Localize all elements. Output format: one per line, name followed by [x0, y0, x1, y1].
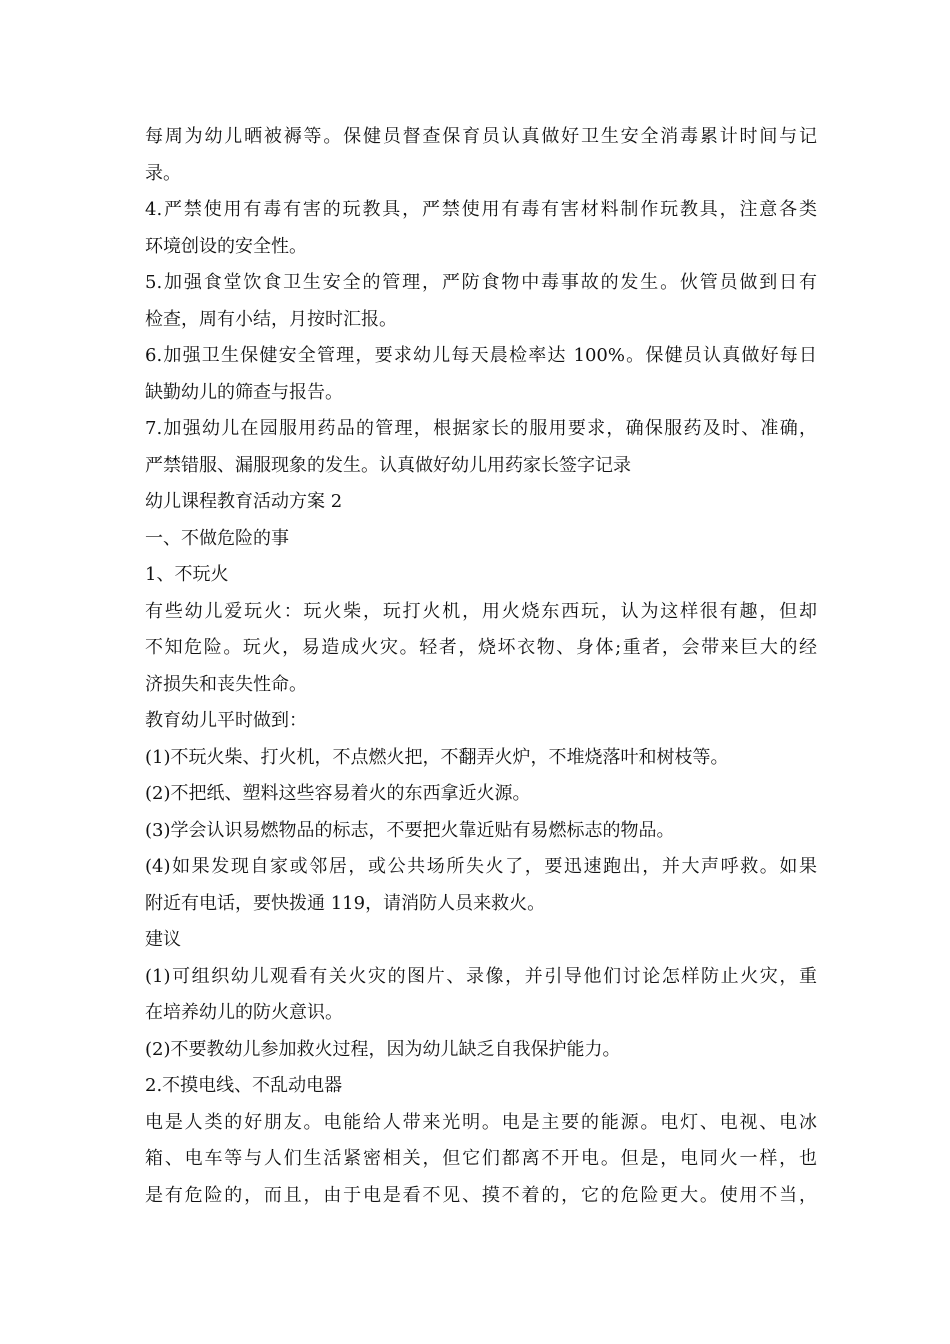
list-item: (1)可组织幼儿观看有关火灾的图片、录像，并引导他们讨论怎样防止火灾，重	[145, 965, 817, 987]
item-heading: 2.不摸电线、不乱动电器	[145, 1075, 343, 1096]
list-item: (4)如果发现自家或邻居，或公共场所失火了，要迅速跑出，并大声呼救。如果	[145, 856, 817, 877]
text-line: 环境创设的安全性。	[145, 235, 307, 257]
subsection-heading: 一、不做危险的事	[145, 527, 289, 549]
text-line: 在培养幼儿的防火意识。	[145, 1002, 343, 1023]
text-line: 录。	[145, 162, 181, 184]
item-heading: 1、不玩火	[145, 564, 229, 585]
text-line: 缺勤幼儿的筛查与报告。	[145, 381, 343, 403]
text-line: 教育幼儿平时做到：	[145, 710, 307, 731]
text-line: 6.加强卫生保健安全管理，要求幼儿每天晨检率达 100%。保健员认真做好每日	[145, 345, 817, 366]
list-item: (3)学会认识易燃物品的标志，不要把火靠近贴有易燃标志的物品。	[145, 819, 675, 841]
item-heading: 建议	[145, 929, 181, 950]
text-line: 电是人类的好朋友。电能给人带来光明。电是主要的能源。电灯、电视、电冰	[145, 1111, 817, 1133]
text-line: 5.加强食堂饮食卫生安全的管理，严防食物中毒事故的发生。伙管员做到日有	[145, 272, 817, 293]
list-item: (2)不要教幼儿参加救火过程，因为幼儿缺乏自我保护能力。	[145, 1038, 621, 1060]
section-heading: 幼儿课程教育活动方案 2	[145, 491, 343, 512]
text-line: 箱、电车等与人们生活紧密相关，但它们都离不开电。但是，电同火一样，也	[145, 1148, 817, 1169]
text-line: 是有危险的，而且，由于电是看不见、摸不着的，它的危险更大。使用不当，	[145, 1184, 817, 1206]
text-line: 严禁错服、漏服现象的发生。认真做好幼儿用药家长签字记录	[145, 454, 631, 476]
text-line: 4.严禁使用有毒有害的玩教具，严禁使用有毒有害材料制作玩教具，注意各类	[145, 199, 817, 220]
list-item: (1)不玩火柴、打火机，不点燃火把，不翻弄火炉，不堆烧落叶和树枝等。	[145, 746, 729, 768]
text-line: 检查，周有小结，月按时汇报。	[145, 308, 397, 330]
text-line: 附近有电话，要快拨通 119，请消防人员来救火。	[145, 892, 546, 914]
text-line: 济损失和丧失性命。	[145, 673, 307, 695]
text-line: 不知危险。玩火，易造成火灾。轻者，烧坏衣物、身体;重者，会带来巨大的经	[145, 637, 817, 658]
document-body	[145, 119, 817, 1214]
text-line: 有些幼儿爱玩火：玩火柴，玩打火机，用火烧东西玩，认为这样很有趣，但却	[145, 600, 817, 622]
text-line: 7.加强幼儿在园服用药品的管理，根据家长的服用要求，确保服药及时、准确，	[145, 418, 817, 439]
text-line: 每周为幼儿晒被褥等。保健员督查保育员认真做好卫生安全消毒累计时间与记	[145, 126, 817, 147]
list-item: (2)不把纸、塑料这些容易着火的东西拿近火源。	[145, 783, 531, 804]
